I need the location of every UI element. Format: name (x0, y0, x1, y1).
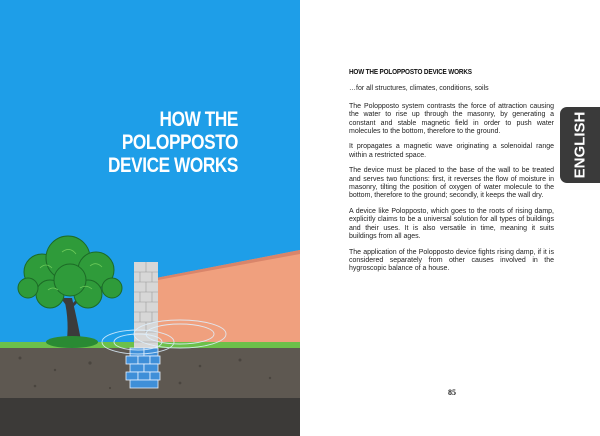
page-number: 85 (448, 388, 456, 397)
paragraph-2: It propagates a magnetic wave originating a solenoidal range within a restricted space. (349, 143, 554, 159)
paragraph-1: The Polopposto system contrasts the force of attraction causing the water to rise up through the masonry, by generating a constant and stable magnetic field in order to push water molecules to the bottom, therefore to the ground. (349, 102, 554, 136)
wall-illustration (0, 228, 300, 436)
tree-canopy (18, 236, 122, 308)
title-line-1: HOW THE POLOPPOSTO (121, 108, 238, 154)
bedrock (0, 398, 300, 436)
bush (46, 336, 98, 348)
language-tab-label: ENGLISH (571, 111, 589, 179)
page-title (74, 108, 238, 177)
language-tab (560, 107, 600, 183)
paragraph-3: The device must be placed to the base of the wall to be treated and serves two functions: first, it reverses the flow of moisture in masonry, tilting the position of oxygen of water molecule to the bottom, therefore to the ground; secondly, it keeps the wall dry. (349, 167, 554, 200)
section-heading: HOW THE POLOPPOSTO DEVICE WORKS (349, 67, 472, 76)
subtitle: …for all structures, climates, conditions, soils (349, 85, 489, 93)
article-content (349, 68, 554, 281)
paragraph-4: A device like Polopposto, which goes to the roots of rising damp, explicitly claims to be a universal solution for all types of buildings and their uses. It is also versatile in time, meaning it suits buildings from all ages. (349, 207, 554, 241)
title-line-2: DEVICE WORKS (108, 154, 239, 177)
right-page (300, 0, 600, 436)
paragraph-5: The application of the Polopposto device fights rising damp, if it is considered separately from other causes involved in the hygroscopic balance of a house. (349, 248, 554, 273)
